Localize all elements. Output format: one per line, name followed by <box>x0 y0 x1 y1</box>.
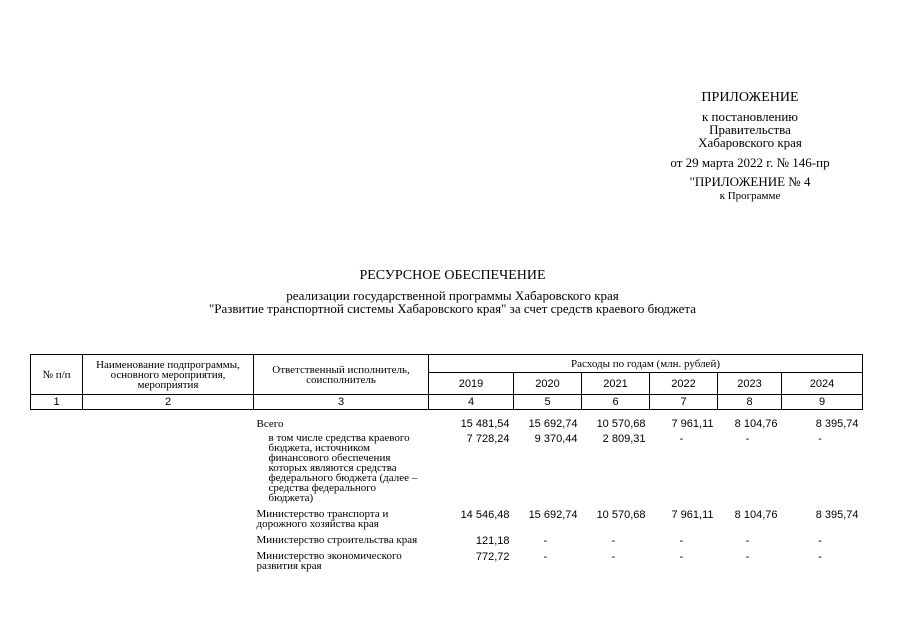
year-header: 2022 <box>650 373 718 395</box>
table-row <box>31 535 863 551</box>
col-number: 8 <box>718 395 782 410</box>
col-number: 7 <box>650 395 718 410</box>
resolution-date-number: от 29 марта 2022 г. № 146-пр <box>670 155 830 170</box>
table-cell: - <box>543 551 548 563</box>
table-cell: - <box>679 433 684 445</box>
table-cell: - <box>818 551 822 563</box>
col-number: 3 <box>254 395 429 410</box>
table-cell: 772,72 <box>475 551 510 563</box>
table-cell: - <box>611 535 616 547</box>
table-cell: 14 546,48 <box>460 509 510 521</box>
table-cell: 8 104,76 <box>734 418 778 430</box>
document-title: РЕСУРСНОЕ ОБЕСПЕЧЕНИЕ <box>359 268 546 283</box>
row-label-total: Всего <box>256 418 284 430</box>
row-label-ministry-economy: Министерство экономического развития края <box>256 550 402 572</box>
col-header-executor: Ответственный исполнитель, соисполнитель <box>254 355 429 395</box>
table-cell: 2 809,31 <box>602 433 646 445</box>
to-program-ref: к Программе <box>719 190 781 202</box>
table-row <box>31 509 863 535</box>
table-cell: - <box>745 535 750 547</box>
table-row <box>31 410 863 434</box>
table-cell: - <box>818 433 822 445</box>
year-header: 2020 <box>514 373 582 395</box>
document-subtitle-line2: "Развитие транспортной системы Хабаровского края" за счет средств краевого бюджета <box>208 301 697 316</box>
col-number: 5 <box>514 395 582 410</box>
table-cell: 8 104,76 <box>734 509 778 521</box>
year-header: 2024 <box>782 373 863 395</box>
col-number: 1 <box>31 395 83 410</box>
col-header-name: Наименование подпрограммы, основного мероприятия, мероприятия <box>83 355 254 395</box>
region-ref: Хабаровского края <box>698 135 802 150</box>
table-cell: 8 395,74 <box>815 509 859 521</box>
year-header: 2019 <box>429 373 514 395</box>
appendix-heading: ПРИЛОЖЕНИЕ <box>701 90 799 105</box>
col-number: 4 <box>429 395 514 410</box>
document-subtitle-line1: реализации государственной программы Хабаровского края <box>286 288 619 303</box>
table-cell: 15 692,74 <box>528 418 578 430</box>
table-cell: - <box>679 535 684 547</box>
table-cell: 10 570,68 <box>596 509 646 521</box>
table-cell: 121,18 <box>475 535 510 547</box>
table-cell: 8 395,74 <box>815 418 859 430</box>
row-label-ministry-construction: Министерство строительства края <box>256 534 418 546</box>
table-row <box>31 433 863 509</box>
col-number: 2 <box>83 395 254 410</box>
table-cell: 10 570,68 <box>596 418 646 430</box>
col-header-number: № п/п <box>31 355 83 395</box>
table-cell: 15 481,54 <box>460 418 510 430</box>
year-header: 2021 <box>582 373 650 395</box>
resolution-ref: к постановлению <box>701 109 799 124</box>
col-number: 9 <box>782 395 863 410</box>
table-row <box>31 551 863 571</box>
table-cell: - <box>543 535 548 547</box>
budget-table <box>30 354 863 571</box>
government-ref: Правительства <box>709 122 791 137</box>
col-number: 6 <box>582 395 650 410</box>
col-header-expenses: Расходы по годам (млн. рублей) <box>429 355 863 373</box>
year-header: 2023 <box>718 373 782 395</box>
table-cell: - <box>745 551 750 563</box>
table-cell: - <box>679 551 684 563</box>
table-cell: 7 728,24 <box>466 433 510 445</box>
table-cell: 7 961,11 <box>671 418 714 430</box>
row-label-federal: в том числе средства краевого бюджета, источником финансового обеспечения которых являются средства федерального бюджета (далее – средства федерального бюджета) <box>268 432 418 504</box>
table-cell: 7 961,11 <box>671 509 714 521</box>
row-label-ministry-transport: Министерство транспорта и дорожного хозяйства края <box>256 508 389 530</box>
table-cell: - <box>818 535 822 547</box>
table-cell: - <box>611 551 616 563</box>
table-cell: 9 370,44 <box>534 433 578 445</box>
table-cell: - <box>745 433 750 445</box>
table-cell: 15 692,74 <box>528 509 578 521</box>
appendix-4-heading: "ПРИЛОЖЕНИЕ № 4 <box>689 174 811 189</box>
